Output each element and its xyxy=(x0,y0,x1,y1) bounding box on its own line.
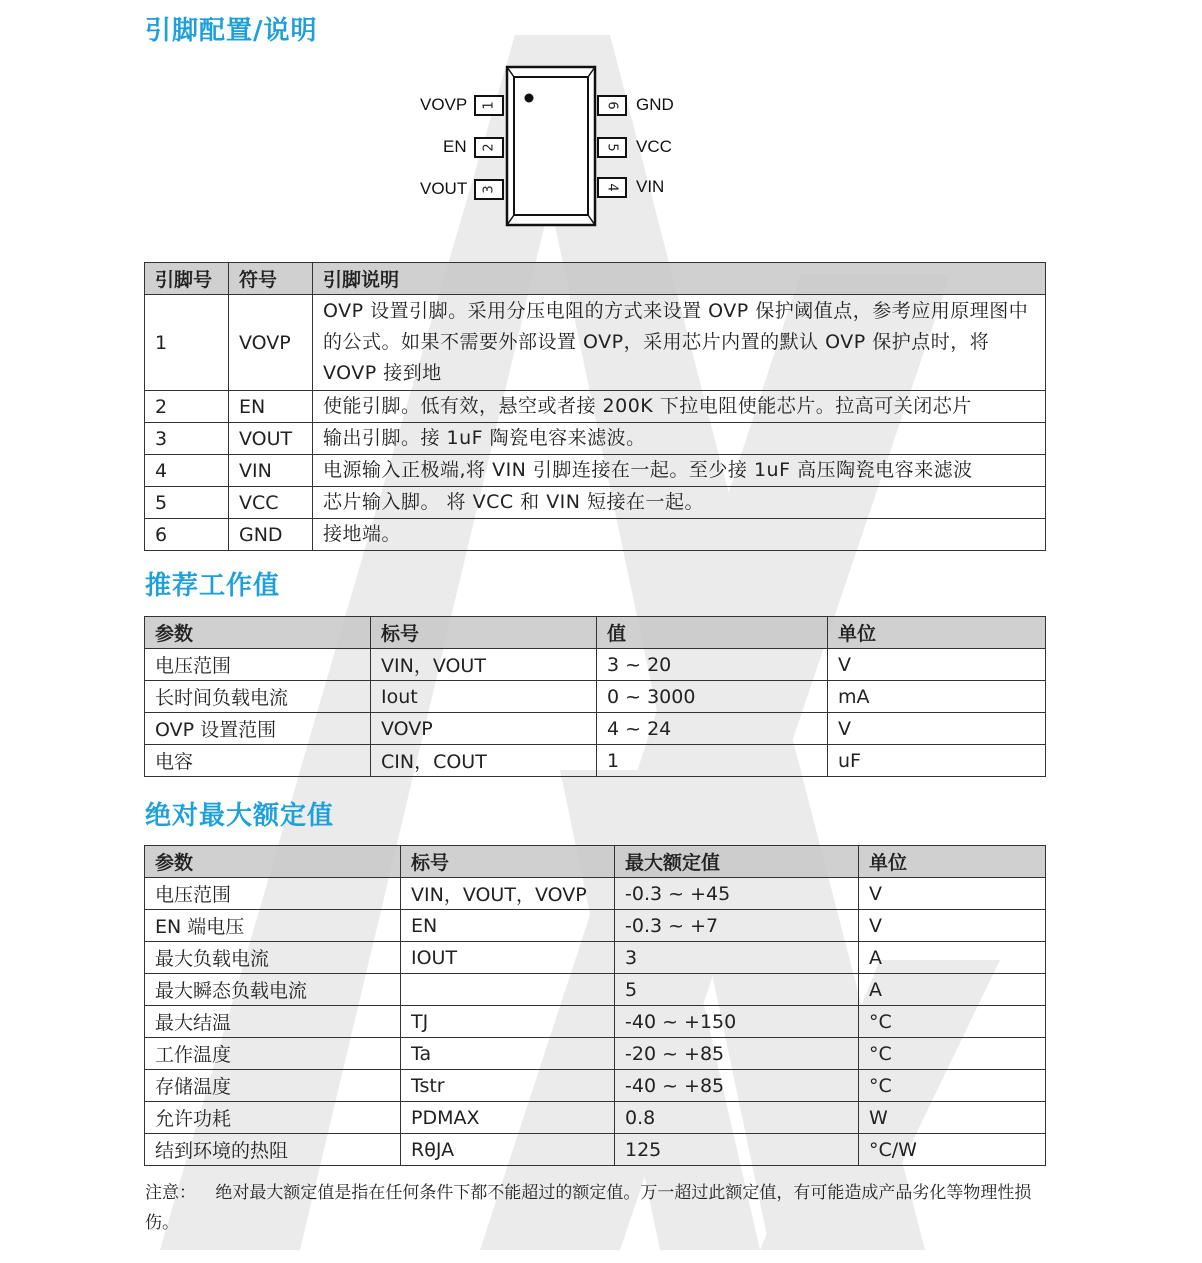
footnote-text: 绝对最大额定值是指在任何条件下都不能超过的额定值。万一超过此额定值，有可能造成产品劣化等物理性损伤。 xyxy=(145,1183,1032,1233)
pin-description-table xyxy=(144,262,1046,551)
cell-symbol: TJ xyxy=(401,1006,615,1038)
table-row xyxy=(145,649,1046,681)
header-unit: 单位 xyxy=(859,846,1046,878)
cell-parameter: 最大负载电流 xyxy=(145,942,401,974)
pin-label-en: EN xyxy=(443,137,467,156)
pin-description: 芯片输入脚。 将 VCC 和 VIN 短接在一起。 xyxy=(313,487,1046,519)
pin1-marker-dot xyxy=(525,94,534,103)
cell-unit: V xyxy=(859,878,1046,910)
cell-value: 0 ~ 3000 xyxy=(597,681,828,713)
table-row xyxy=(145,713,1046,745)
section-title-pin-config: 引脚配置/说明 xyxy=(145,16,318,46)
header-symbol: 符号 xyxy=(229,263,313,295)
pin-label-vcc: VCC xyxy=(636,137,672,156)
package-diagram xyxy=(400,55,700,235)
table-row xyxy=(145,1038,1046,1070)
pin-number: 6 xyxy=(145,519,229,551)
table-row xyxy=(145,974,1046,1006)
cell-value: 3 ~ 20 xyxy=(597,649,828,681)
cell-symbol: VIN，VOUT，VOVP xyxy=(401,878,615,910)
cell-unit: V xyxy=(859,910,1046,942)
pin-description: 使能引脚。低有效，悬空或者接 200K 下拉电阻使能芯片。拉高可关闭芯片 xyxy=(313,391,1046,423)
pin-description: 电源输入正极端,将 VIN 引脚连接在一起。至少接 1uF 高压陶瓷电容来滤波 xyxy=(313,455,1046,487)
table-row xyxy=(145,455,1046,487)
cell-unit: A xyxy=(859,974,1046,1006)
cell-symbol: Ta xyxy=(401,1038,615,1070)
pin-number-1: 1 xyxy=(474,95,504,116)
cell-value: -0.3 ~ +7 xyxy=(615,910,859,942)
cell-value: -40 ~ +85 xyxy=(615,1070,859,1102)
cell-unit: V xyxy=(828,649,1046,681)
cell-symbol: VIN，VOUT xyxy=(371,649,597,681)
cell-parameter: EN 端电压 xyxy=(145,910,401,942)
pin-symbol: GND xyxy=(229,519,313,551)
table-row xyxy=(145,1070,1046,1102)
pin-number: 4 xyxy=(145,455,229,487)
cell-symbol: PDMAX xyxy=(401,1102,615,1134)
cell-value: 0.8 xyxy=(615,1102,859,1134)
cell-unit: °C xyxy=(859,1070,1046,1102)
pin-label-vin: VIN xyxy=(636,177,665,196)
table-row xyxy=(145,1006,1046,1038)
cell-parameter: 电压范围 xyxy=(145,649,371,681)
cell-parameter: 存储温度 xyxy=(145,1070,401,1102)
table-header-row xyxy=(145,617,1046,649)
header-parameter: 参数 xyxy=(145,846,401,878)
cell-symbol: Iout xyxy=(371,681,597,713)
cell-unit: A xyxy=(859,942,1046,974)
header-parameter: 参数 xyxy=(145,617,371,649)
cell-value: 125 xyxy=(615,1134,859,1166)
pin-number: 5 xyxy=(145,487,229,519)
pin-number: 3 xyxy=(145,423,229,455)
recommended-operating-table xyxy=(144,616,1046,777)
cell-unit: °C/W xyxy=(859,1134,1046,1166)
pin-label-vout: VOUT xyxy=(420,179,468,198)
cell-parameter: 最大结温 xyxy=(145,1006,401,1038)
header-max-rating: 最大额定值 xyxy=(615,846,859,878)
cell-parameter: 工作温度 xyxy=(145,1038,401,1070)
cell-unit: W xyxy=(859,1102,1046,1134)
header-symbol: 标号 xyxy=(371,617,597,649)
pin-description: OVP 设置引脚。采用分压电阻的方式来设置 OVP 保护阈值点，参考应用原理图中的公式。如果不需要外部设置 OVP，采用芯片内置的默认 OVP 保护点时，将 VOVP 接到地 xyxy=(313,295,1046,391)
table-row xyxy=(145,942,1046,974)
pin-number-4: 4 xyxy=(597,177,627,198)
section-title-absolute-max: 绝对最大额定值 xyxy=(145,801,335,831)
cell-value: 5 xyxy=(615,974,859,1006)
absolute-max-ratings-table xyxy=(144,845,1046,1166)
table-row xyxy=(145,910,1046,942)
footnote xyxy=(145,1178,1050,1238)
cell-symbol xyxy=(401,974,615,1006)
table-header-row xyxy=(145,846,1046,878)
table-header-row xyxy=(145,263,1046,295)
table-row xyxy=(145,878,1046,910)
cell-symbol: Tstr xyxy=(401,1070,615,1102)
cell-parameter: 电压范围 xyxy=(145,878,401,910)
cell-parameter: 最大瞬态负载电流 xyxy=(145,974,401,1006)
header-symbol: 标号 xyxy=(401,846,615,878)
cell-value: -0.3 ~ +45 xyxy=(615,878,859,910)
pin-number-3: 3 xyxy=(474,179,504,200)
cell-unit: °C xyxy=(859,1006,1046,1038)
pin-symbol: VOUT xyxy=(229,423,313,455)
cell-parameter: 允许功耗 xyxy=(145,1102,401,1134)
pin-number-2: 2 xyxy=(474,137,504,158)
footnote-label: 注意： xyxy=(145,1183,196,1203)
table-row xyxy=(145,1134,1046,1166)
cell-unit: V xyxy=(828,713,1046,745)
cell-symbol: RθJA xyxy=(401,1134,615,1166)
cell-value: 4 ~ 24 xyxy=(597,713,828,745)
table-row xyxy=(145,295,1046,391)
cell-value: 1 xyxy=(597,745,828,777)
pin-number: 2 xyxy=(145,391,229,423)
pin-number-5: 5 xyxy=(597,137,627,158)
cell-symbol: IOUT xyxy=(401,942,615,974)
pin-number-6: 6 xyxy=(597,95,627,116)
section-title-recommended: 推荐工作值 xyxy=(145,571,281,601)
cell-value: -20 ~ +85 xyxy=(615,1038,859,1070)
cell-parameter: 长时间负载电流 xyxy=(145,681,371,713)
table-row xyxy=(145,745,1046,777)
pin-symbol: VIN xyxy=(229,455,313,487)
table-row xyxy=(145,423,1046,455)
table-row xyxy=(145,1102,1046,1134)
cell-parameter: 电容 xyxy=(145,745,371,777)
pin-symbol: VCC xyxy=(229,487,313,519)
header-value: 值 xyxy=(597,617,828,649)
header-pin-number: 引脚号 xyxy=(145,263,229,295)
pin-description: 接地端。 xyxy=(313,519,1046,551)
cell-symbol: VOVP xyxy=(371,713,597,745)
pin-number: 1 xyxy=(145,295,229,391)
header-unit: 单位 xyxy=(828,617,1046,649)
cell-value: -40 ~ +150 xyxy=(615,1006,859,1038)
pin-symbol: EN xyxy=(229,391,313,423)
table-row xyxy=(145,681,1046,713)
table-row xyxy=(145,391,1046,423)
table-row xyxy=(145,519,1046,551)
header-description: 引脚说明 xyxy=(313,263,1046,295)
pin-symbol: VOVP xyxy=(229,295,313,391)
cell-parameter: 结到环境的热阻 xyxy=(145,1134,401,1166)
cell-unit: mA xyxy=(828,681,1046,713)
cell-value: 3 xyxy=(615,942,859,974)
cell-symbol: CIN，COUT xyxy=(371,745,597,777)
table-row xyxy=(145,487,1046,519)
pin-label-vovp: VOVP xyxy=(420,95,468,114)
cell-parameter: OVP 设置范围 xyxy=(145,713,371,745)
pin-label-gnd: GND xyxy=(636,95,674,114)
cell-unit: uF xyxy=(828,745,1046,777)
cell-symbol: EN xyxy=(401,910,615,942)
pin-description: 输出引脚。接 1uF 陶瓷电容来滤波。 xyxy=(313,423,1046,455)
cell-unit: °C xyxy=(859,1038,1046,1070)
